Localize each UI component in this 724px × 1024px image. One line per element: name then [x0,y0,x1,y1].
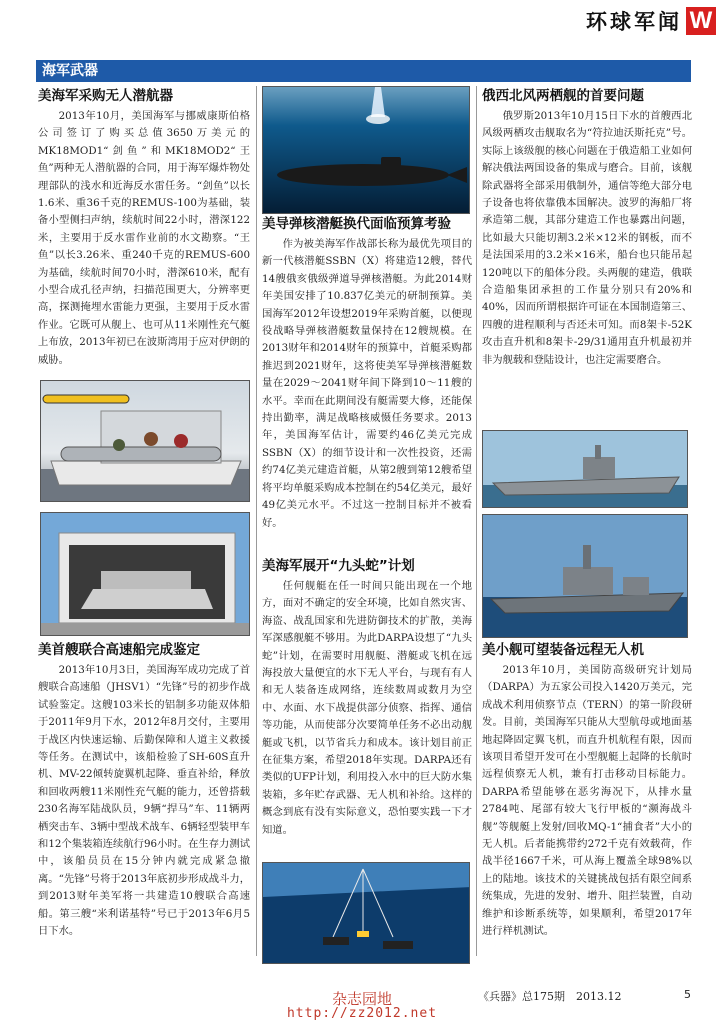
submarine-illustration [263,87,470,214]
article-title: 美首艘联合高速船完成鉴定 [38,642,200,658]
section-header: 海军武器 [36,60,691,82]
jhsv-hangar-illustration [41,513,250,636]
footer-issue: 《兵器》总175期 2013.12 [478,990,622,1003]
hydra-photo [262,862,470,964]
uuv-boat-illustration [41,381,250,502]
article-title: 美小舰可望装备远程无人机 [482,642,644,658]
article-body: 任何舰艇在任一时间只能出现在一个地方，面对不确定的安全环境，比如自然灾害、海盗、战乱国家和先进防御技术的扩散，美海军深感舰艇不够用。为此DARPA设想了“九头蛇”计划，在需要时用舰艇、潜艇或飞机在远海投放大量便宜的水下无人平台，与现有有人和无人装备连成网络，连续数周或数月为空中、水面、水下战提供部分侦察、指挥、通信等功能，从而使部分次要简单任务不必出动舰艇或飞机，以节省兵力和成本。该计划目前正在征集方案，希望2018年实现。DARPA还有类似的UFP计划，利用投入水中的巨大防水集装箱，多年贮存武器、无人机和补给。这样的概念到底有没有实际意义，恐怕要实践一下才知道。 [262,580,472,836]
warship-illustration [483,515,688,638]
article-ssbn [262,214,472,532]
article-body: 2013年10月，美国海军与挪威康斯伯格公司签订了购买总值3650万美元的MK18MOD1“剑鱼”和MK18MOD2“王鱼”两种无人潜航器的合同，用于海军爆炸物处理部队的浅水和近海反水雷任务。“剑鱼”以长1.6米、重36千克的REMUS-100为基础，装备小型侧扫声纳，续航时间22小时，潜深122米，主要用于反水雷作业前的水文勘察。“王鱼”以长3.26米、重240千克的REMUS-600为基础，续航时间70小时，潜深610米，配有小型合成孔径声纳，扫描范围更大，分辨率更高，探测掩埋水雷能力更强，主要用于反水雷作业。它既可从舰上、也可从11米刚性充气艇上布放，2013年初已在波斯湾用于应对伊朗的威胁。 [38,110,250,366]
lcs-photo [482,514,688,638]
masthead [586,6,716,36]
mistral-photo [482,430,688,508]
article-title: 美海军展开“九头蛇”计划 [262,558,415,574]
footer-url[interactable]: http://zz2012.net [286,1006,438,1021]
article-uuv [38,86,250,369]
masthead-title: 环球军闻 [586,9,682,34]
masthead-badge: W [686,7,716,35]
article-body: 2013年10月，美国防高级研究计划局（DARPA）为五家公司投入1420万美元，完成战术利用侦察节点（TERN）的第一阶段研发。目前，美国海军只能从大型航母或地面基地起降固定翼飞机，而直升机航程有限，因而该项目希望开发可在小型舰艇上起降的长航时远程侦察无人机，兼有打击移动目标能力。DARPA希望能够在恶劣海况下，从排水量2784吨、尾部有较大飞行甲板的“濒海战斗舰”等舰艇上发射/回收MQ-1“捕食者”大小的无人机。后者能携带约272千克有效载荷，作战半径1667千米，可从海上覆盖全球98%以上的陆地。该技术的关键挑战包括有限空间系统集成，先进的发射、增升、阻拦装置，自动维护和诊断系统等，如果顺利，希望2017年进行样机测试。 [482,664,692,938]
article-hydra [262,556,472,839]
article-lcs-uav [482,640,692,941]
jhsv-photo [40,512,250,636]
article-title: 美海军采购无人潜航器 [38,88,173,104]
article-mistral [482,86,692,369]
hydra-concept-illustration [263,863,470,964]
article-body: 2013年10月3日，美国海军成功完成了首艘联合高速船（JHSV1）“先锋”号的初步作战试验鉴定。这艘103米长的铝制多功能双体船于2011年9月下水，2012年8月交付，主要用于战区内快速运输、后勤保障和人道主义救援等任务。在测试中，该船检验了SH-60S直升机、MV-22倾转旋翼机起降、垂直补给，释放和回收两艘11米刚性充气艇的能力，还曾搭载230名海军陆战队员，9辆“捍马”车、11辆两栖突击车、3辆中型战术战车、6辆轻型装甲车和12个集装箱连续航行96小时。在生存力测试中，该船员员在15分钟内就完成紧急撤离。“先锋”号将于2013年底初步形成战斗力，到2013财年美军将一共建造10艘联合高速船。第三艘“米利诺基特”号已于2013年6月5日下水。 [38,664,250,938]
column-divider [256,86,257,956]
uuv-photo [40,380,250,502]
article-body: 作为被美海军作战部长称为最优先项目的新一代核潜艇SSBN（X）将建造12艘，替代14艘俄亥俄级弹道导弹核潜艇。为此2014财年美国安排了10.837亿美元的研制预算。美国海军2012年设想2019年采购首艇，以便现役战略导弹核潜艇数量保持在12艘规模。在2013财年和2014财年的预算中，首艇采购都推迟到2021财年，这将使美军导弹核潜艇数量在2029～2041财年间下降到10～11艘的水平。幸而在此期间没有艇需要大修，还能保持出勤率，满足战略核威慑任务要求。2013年，美国海军估计，需要约46亿美元完成SSBN（X）的细节设计和一次性投资，还需约74亿美元建造首艇，从第2艘到第12艘希望将平均单艇采购成本控制在约54亿美元，最好49亿美元水平。不过这一控制目标并不被看好。 [262,238,472,529]
column-divider [476,86,477,956]
ssbn-photo [262,86,470,214]
article-title: 美导弹核潜艇换代面临预算考验 [262,216,451,232]
amphibious-ship-illustration [483,431,688,508]
article-jhsv [38,640,250,941]
footer-brand: 杂志园地 [331,990,392,1008]
article-title: 俄西北风两栖舰的首要问题 [482,88,644,104]
page-number: 5 [684,988,691,1001]
article-body: 俄罗斯2013年10月15日下水的首艘西北风级两栖攻击舰取名为“符拉迪沃斯托克”号。实际上该级舰的核心问题在于俄造船工业如何解决俄法两国设备的集成与磨合。目前，该舰除武器将全部采用俄制外，通信等绝大部分电子设备也将依靠俄本国解决。波罗的海船厂将承造第二舰，其部分建造工作也暴露出问题，比如最大只能切割3.2米×12米的钢板，而不是法国采用的3.2米×16米，船台也只能吊起120吨以下的船体分段。头两舰的建造，俄联合造船集团承担的工作量分别只有20%和40%，因而所谓根据许可证在本国制造第三、四艘的进程顺利与否还未可知。而8架卡-52K攻击直升机和8架卡-29/31通用直升机最初并非为舰载和登陆设计，也注定需要磨合。 [482,110,692,366]
